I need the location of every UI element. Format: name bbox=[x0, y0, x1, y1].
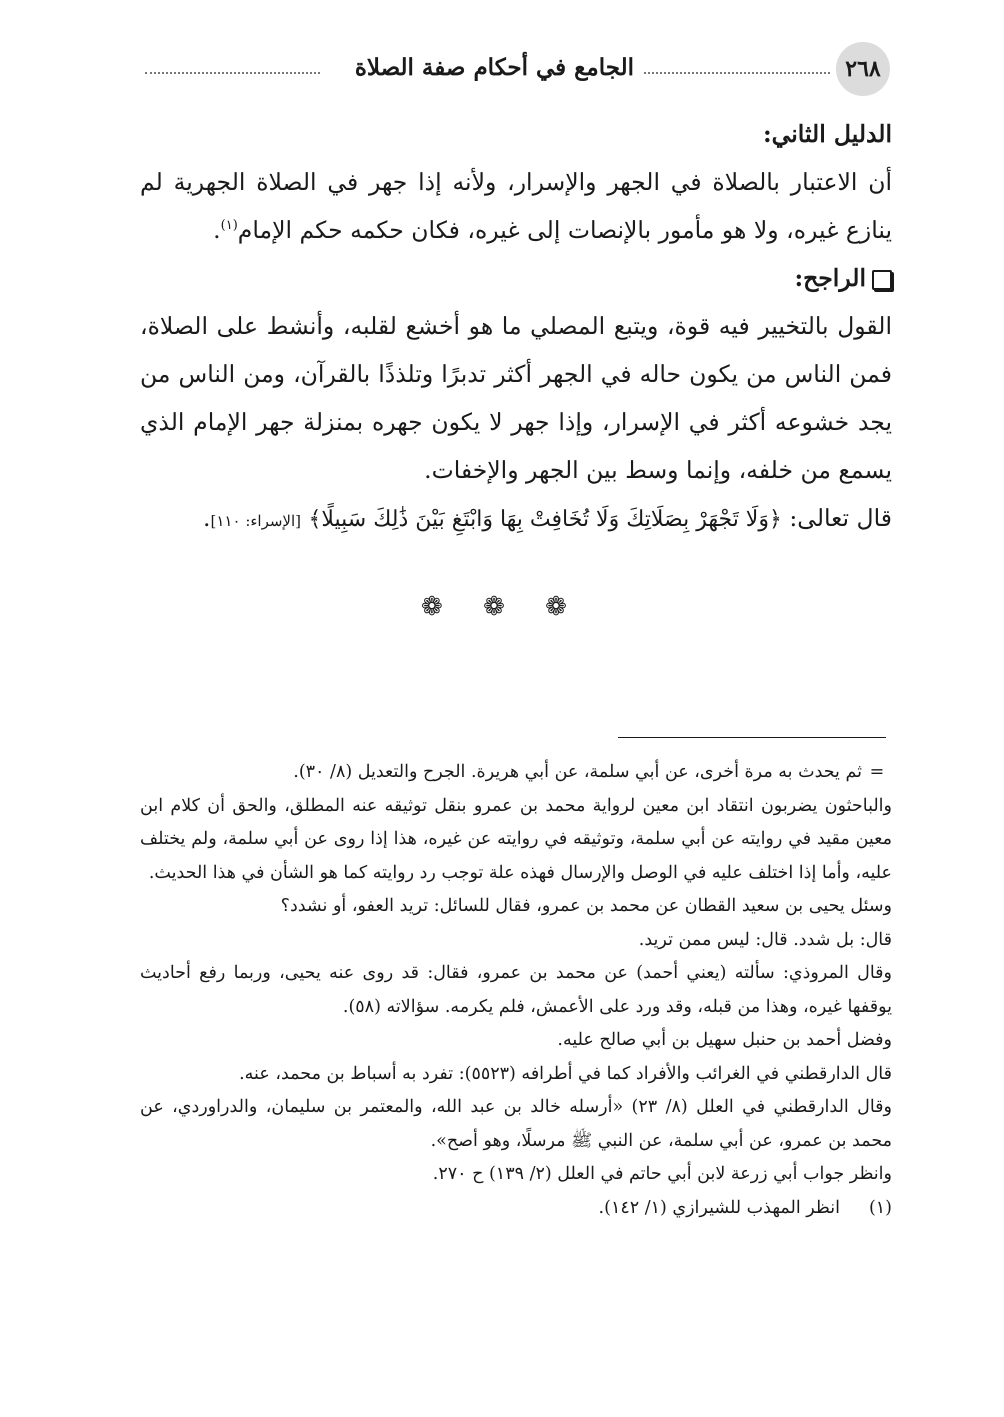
footnote-line: قال الدارقطني في الغرائب والأفراد كما في أطرافه (٥٥٢٣): تفرد به أسباط بن محمد، عنه. bbox=[239, 1063, 892, 1084]
verse-line bbox=[140, 494, 892, 545]
heading-text: الراجح: bbox=[794, 264, 866, 292]
header-rule-left bbox=[145, 72, 320, 74]
footnote-text: انظر المهذب للشيرازي (١/ ١٤٢). bbox=[598, 1197, 840, 1218]
footnote-line: قال: بل شدد. قال: ليس ممن تريد. bbox=[638, 929, 892, 950]
page-number: ٢٦٨ bbox=[836, 42, 890, 96]
paragraph-text: أن الاعتبار بالصلاة في الجهر والإسرار، ولأنه إذا جهر في الصلاة الجهرية لم ينازع غيره، ولا هو مأمور بالإنصات إلى غيره، فكان حكمه حكم الإمام bbox=[140, 168, 892, 244]
footnote-reference[interactable]: (١) bbox=[220, 218, 238, 234]
footnotes bbox=[140, 756, 892, 1225]
paragraph-end: . bbox=[213, 216, 221, 244]
main-text bbox=[140, 110, 892, 545]
verse-end: . bbox=[203, 504, 211, 532]
checkbox-square-icon bbox=[872, 270, 892, 290]
paragraph-second-evidence bbox=[140, 158, 892, 254]
footnote-number: (١) bbox=[868, 1197, 892, 1218]
continuation-mark: = bbox=[869, 762, 885, 782]
quran-verse: ﴿وَلَا تَجْهَرْ بِصَلَاتِكَ وَلَا تُخَافِتْ بِهَا وَابْتَغِ بَيْنَ ذَٰلِكَ سَبِيلًا﴾ bbox=[308, 507, 782, 532]
verse-reference: [الإسراء: ١١٠] bbox=[210, 512, 302, 530]
footnote-line: وسئل يحيى بن سعيد القطان عن محمد بن عمرو، فقال للسائل: تريد العفو، أو نشدد؟ bbox=[280, 896, 892, 916]
verse-intro: قال تعالى: bbox=[789, 504, 892, 532]
footnote-line: والباحثون يضربون انتقاد ابن معين لرواية محمد بن عمرو بنقل توثيقه عنه المطلق، والحق أن كلام ابن معين مقيد في روايته عن أبي سلمة، وتوثيقه في روايته عن غيره، هذا إذا روى عن أبي سلمة، ولم يختلف عليه، وأما إذا اختلف عليه في الوصل والإرسال فهذه علة توجب رد روايته كما هو الشأن في هذا الحديث. bbox=[140, 795, 892, 883]
footnote-line: وقال الدارقطني في العلل (٨/ ٢٣) «أرسله خالد بن عبد الله، والمعتمر بن سليمان، والدراوردي، عن محمد بن عمرو، عن أبي سلمة، عن النبي ﷺ مرسلًا، وهو أصح». bbox=[140, 1097, 893, 1151]
book-title: الجامع في أحكام صفة الصلاة bbox=[347, 54, 642, 81]
footnote-line: وفضل أحمد بن حنبل سهيل بن أبي صالح عليه. bbox=[557, 1030, 892, 1050]
footnote-text: ثم يحدث به مرة أخرى، عن أبي سلمة، عن أبي هريرة. الجرح والتعديل (٨/ ٣٠). bbox=[293, 762, 862, 782]
page-header bbox=[145, 42, 890, 98]
footnote-line: وانظر جواب أبي زرعة لابن أبي حاتم في العلل (٢/ ١٣٩) ح ٢٧٠. bbox=[432, 1164, 892, 1184]
heading-second-evidence: الدليل الثاني: bbox=[763, 120, 892, 148]
footnote-line: وقال المروذي: سألته (يعني أحمد) عن محمد بن عمرو، فقال: قد روى عنه يحيى، وربما رفع أحاديث يوقفها غيره، وهذا من قبله، وقد ورد على الأعمش، فلم يكرمه. سؤالاته (٥٨). bbox=[140, 963, 892, 1017]
paragraph-preponderant: القول بالتخيير فيه قوة، ويتبع المصلي ما هو أخشع لقلبه، وأنشط على الصلاة، فمن الناس من يكون حاله في الجهر أكثر تدبرًا وتلذذًا بالقرآن، ومن الناس من يجد خشوعه أكثر في الإسرار، وإذا جهر لا يكون جهره بمنزلة جهر الإمام الذي يسمع من خلفه، وإنما وسط بين الجهر والإخفات. bbox=[140, 312, 892, 484]
footnote-line bbox=[140, 756, 892, 790]
footnote-1 bbox=[140, 1192, 892, 1226]
footnote-divider bbox=[618, 737, 886, 738]
header-rule-right bbox=[640, 72, 830, 74]
section-separator-flower-icons: ❁ ❁ ❁ bbox=[421, 592, 583, 622]
heading-preponderant bbox=[140, 254, 892, 302]
